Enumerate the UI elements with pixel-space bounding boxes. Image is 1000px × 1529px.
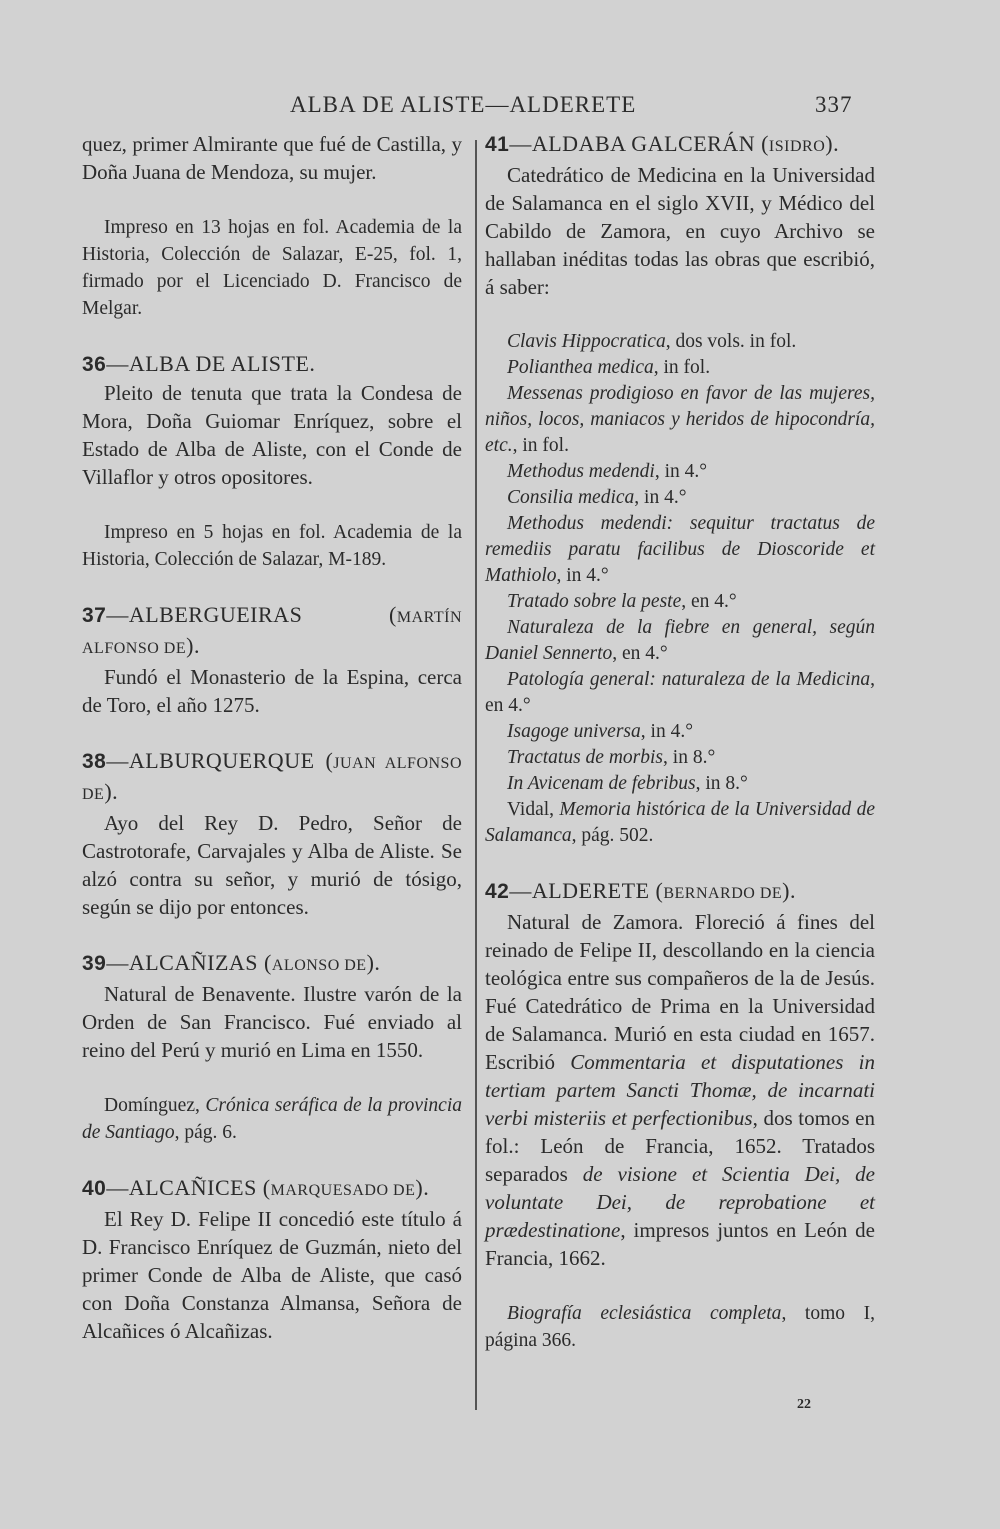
- work-detail: , in 8.°: [663, 747, 716, 768]
- entry-37-heading: [82, 601, 462, 663]
- text-part: , impresos juntos en León de Francia, 1662.: [485, 1218, 875, 1270]
- signature-mark: 22: [797, 1397, 811, 1412]
- continued-entry-text: quez, primer Almirante que fué de Castilla, y Doña Juana de Mendoza, su mujer.: [82, 132, 462, 184]
- entry-number: 42: [485, 880, 510, 903]
- entry-name: —ALDERETE (: [509, 878, 664, 903]
- work-item: [485, 719, 875, 745]
- work-item: [485, 745, 875, 771]
- work-title: Polianthea medica: [507, 357, 654, 378]
- entry-41-text: Catedrático de Medicina en la Universidad de Salamanca en el siglo XVII, y Médico del Cabildo de Zamora, en cuyo Archivo se hallaban inéditas todas las obras que escribió, á saber:: [485, 163, 875, 299]
- entry-name: —ALBURQUERQUE (: [106, 748, 334, 773]
- entry-name: —ALBERGUEIRAS (: [106, 602, 397, 627]
- work-title: Tractatus de morbis: [507, 747, 664, 768]
- note-title: Crónica seráfica de la provincia de Santiago: [82, 1095, 462, 1143]
- work-item: [485, 771, 875, 797]
- entry-given-name: BERNARDO DE: [663, 885, 783, 902]
- entry-number: 36: [82, 353, 107, 376]
- work-title: Patología general: naturaleza de la Medicina: [507, 669, 871, 690]
- note-page: , pág. 502.: [571, 825, 654, 846]
- work-detail: , in fol.: [512, 435, 569, 456]
- work-detail: , in 4.°: [654, 461, 708, 482]
- entry-38-heading: [82, 747, 462, 809]
- work-title: Consilia medica: [507, 487, 635, 508]
- entry-39-text: Natural de Benavente. Ilustre varón de la Orden de San Francisco. Fué enviado al reino del Perú y murió en Lima en 1550.: [82, 982, 462, 1062]
- entry-close: ).: [415, 1175, 430, 1200]
- work-title: Messenas prodigioso en favor de las mujeres, niños, locos, maniacos y heridos de hipocondría, etc.: [485, 383, 875, 456]
- work-detail: , in 4.°: [640, 721, 693, 742]
- work-title: Tratado sobre la peste: [507, 591, 682, 612]
- entry-38-text: Ayo del Rey D. Pedro, Señor de Castrotorafe, Carvajales y Alba de Aliste. Se alzó contra su señor, y murió de tósigo, según se dijo por entonces.: [82, 811, 462, 919]
- entry-number: 40: [82, 1177, 107, 1200]
- works-list: [485, 329, 875, 849]
- left-column: [82, 130, 462, 1345]
- work-title: de visione et Scientia Dei, de voluntate Dei, de reprobatione et prædestinatione: [485, 1162, 875, 1242]
- entry-36-note: Impreso en 5 hojas en fol. Academia de la Historia, Colección de Salazar, M-189.: [82, 522, 462, 570]
- note-author: Domínguez,: [104, 1095, 206, 1116]
- work-title: Clavis Hippocratica: [507, 331, 666, 352]
- work-item: [485, 589, 875, 615]
- work-detail: , in fol.: [653, 357, 711, 378]
- entry-given-name: ISIDRO: [768, 138, 826, 155]
- text-part: Natural de Zamora. Floreció á fines del reinado de Felipe II, descollando en la ciencia teológica entre sus compañeros de la de Jesús. Fué Catedrático de Prima en la Universidad de Salamanca. Murió en esta ciudad en 1657. Escribió: [485, 910, 875, 1074]
- entry-close: ).: [825, 131, 840, 156]
- entry-42-note: [485, 1300, 875, 1354]
- entry-number: 38: [82, 750, 107, 773]
- work-detail: , dos vols. in fol.: [665, 331, 797, 352]
- work-item: [485, 797, 875, 849]
- work-detail: , in 4.°: [634, 487, 687, 508]
- continued-entry-note: Impreso en 13 hojas en fol. Academia de la Historia, Colección de Salazar, E-25, fol. 1, firmado por el Licenciado D. Francisco de Melgar.: [82, 217, 462, 319]
- work-item: [485, 355, 875, 381]
- entry-close: ).: [104, 779, 119, 804]
- note-page: , pág. 6.: [174, 1122, 237, 1143]
- entry-42-heading: [485, 877, 875, 908]
- work-detail: , in 8.°: [695, 773, 748, 794]
- work-item: [485, 511, 875, 589]
- work-title: Isagoge universa: [507, 721, 641, 742]
- entry-name: —ALCAÑIZAS (: [106, 950, 272, 975]
- entry-close: ).: [186, 633, 200, 658]
- entry-39-heading: [82, 949, 462, 980]
- work-title: Naturaleza de la fiebre en general, según Daniel Sennerto: [485, 617, 875, 664]
- note-author: Vidal,: [507, 799, 560, 820]
- entry-name: —ALCAÑICES (: [106, 1175, 271, 1200]
- work-item: [485, 329, 875, 355]
- work-item: [485, 485, 875, 511]
- entry-40-heading: [82, 1174, 462, 1205]
- entry-40-text: El Rey D. Felipe II concedió este título á D. Francisco Enríquez de Guzmán, nieto del primer Conde de Alba de Aliste, que casó con Doña Constanza Almansa, Señora de Alcañices ó Alcañizas.: [82, 1207, 462, 1343]
- right-column: [485, 130, 875, 1354]
- entry-close: ).: [366, 950, 381, 975]
- work-detail: , en 4.°: [485, 669, 875, 716]
- entry-42-text: [485, 908, 875, 1272]
- entry-number: 41: [485, 133, 510, 156]
- work-title: Methodus medendi: [507, 461, 655, 482]
- running-title: ALBA DE ALISTE—ALDERETE: [290, 92, 637, 117]
- note-title: Memoria histórica de la Universidad de Salamanca: [485, 799, 875, 846]
- entry-41-heading: [485, 130, 875, 161]
- entry-36-text: Pleito de tenuta que trata la Condesa de Mora, Doña Guiomar Enríquez, sobre el Estado de Alba de Aliste, con el Conde de Villaflor y otros opositores.: [82, 381, 462, 489]
- work-item: [485, 381, 875, 459]
- entry-36-heading: [82, 350, 462, 379]
- work-title: Commentaria et disputationes in tertiam partem Sancti Thomæ, de incarnati verbi misteriis et perfectionibus: [485, 1050, 876, 1130]
- work-detail: , in 4.°: [556, 565, 609, 586]
- entry-number: 39: [82, 952, 107, 975]
- text-part: , dos tomos en fol.: León de Francia, 1652. Tratados separados: [485, 1106, 875, 1186]
- running-head: [0, 92, 1000, 122]
- column-divider: [475, 140, 477, 1410]
- work-detail: , en 4.°: [681, 591, 737, 612]
- page-number: 337: [815, 92, 853, 117]
- work-title: Methodus medendi: sequitur tractatus de remediis paratu facilibus de Dioscoride et Mathiolo: [485, 513, 875, 586]
- entry-number: 37: [82, 604, 107, 627]
- work-item: [485, 667, 875, 719]
- entry-given-name: MARTÍN ALFONSO DE: [82, 609, 462, 657]
- entry-given-name: ALONSO DE: [271, 957, 367, 974]
- entry-name: —ALDABA GALCERÁN (: [509, 131, 769, 156]
- entry-close: ).: [782, 878, 796, 903]
- entry-name: —ALBA DE ALISTE.: [106, 351, 316, 376]
- entry-37-text: Fundó el Monasterio de la Espina, cerca de Toro, el año 1275.: [82, 665, 462, 717]
- note-title: Biografía eclesiástica completa: [507, 1303, 782, 1324]
- work-item: [485, 459, 875, 485]
- work-detail: , en 4.°: [612, 643, 668, 664]
- entry-given-name: MARQUESADO DE: [270, 1182, 416, 1199]
- work-title: In Avicenam de febribus: [507, 773, 696, 794]
- entry-39-note: [82, 1092, 462, 1146]
- entry-given-name: JUAN ALFONSO DE: [82, 755, 462, 803]
- work-item: [485, 615, 875, 667]
- note-page: , tomo I, página 366.: [485, 1303, 875, 1351]
